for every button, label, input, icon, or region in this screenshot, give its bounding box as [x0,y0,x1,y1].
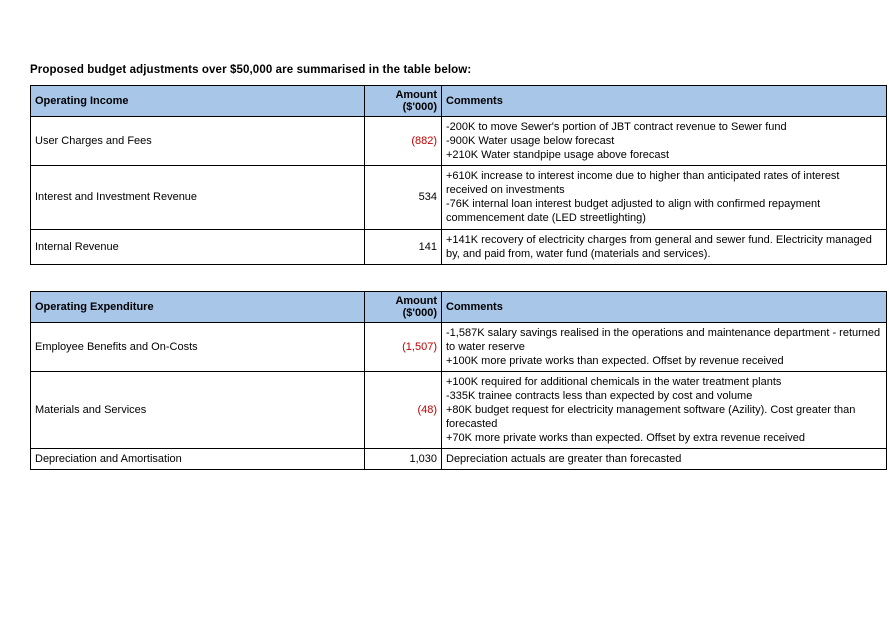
row-comments [442,371,887,448]
table-row [31,322,887,371]
comment-line: +100K more private works than expected. Offset by revenue received [446,354,784,367]
table-row [31,371,887,448]
comment-line: -900K Water usage below forecast [446,135,615,148]
comment-line: -76K internal loan interest budget adjusted to align with confirmed repayment commencement date (LED streetlighting) [446,198,821,225]
comment-line: +210K Water standpipe usage above forecast [446,149,670,162]
table-row [31,449,887,470]
row-comments [442,117,887,166]
row-label: Interest and Investment Revenue [31,166,365,229]
table-body [31,322,887,470]
row-label: Depreciation and Amortisation [31,449,365,470]
comment-line: +100K required for additional chemicals in the water treatment plants [446,375,782,388]
column-header-amount [365,86,442,117]
row-amount: (48) [365,371,442,448]
table-row [31,117,887,166]
amount-header-line1: Amount [395,89,437,101]
comment-line: +610K increase to interest income due to higher than anticipated rates of interest received on investments [446,170,840,197]
column-header-amount [365,291,442,322]
column-header-comments: Comments [442,86,887,117]
row-amount: (1,507) [365,322,442,371]
amount-header-line1: Amount [395,294,437,307]
column-header-category: Operating Expenditure [31,291,365,322]
row-amount: (882) [365,117,442,166]
comment-line: +80K budget request for electricity management software (Azility). Cost greater than forecasted [446,404,856,431]
comment-line: +141K recovery of electricity charges from general and sewer fund. Electricity managed by, and paid from, water fund (materials and services). [446,233,872,260]
operating-expenditure-table [30,291,887,471]
header-row [31,86,887,117]
row-amount: 141 [365,229,442,264]
table-row [31,229,887,264]
table-row [31,166,887,229]
table-spacer [30,265,859,291]
column-header-comments: Comments [442,291,887,322]
row-label: User Charges and Fees [31,117,365,166]
row-label: Materials and Services [31,371,365,448]
intro-paragraph: Proposed budget adjustments over $50,000 are summarised in the table below: [30,64,472,76]
comment-line: -1,587K salary savings realised in the operations and maintenance department - returned to water reserve [446,326,881,353]
comment-line: -335K trainee contracts less than expected by cost and volume [446,390,753,403]
amount-header-line2: ($'000) [402,101,437,113]
amount-header-line2: ($'000) [402,306,437,319]
row-comments [442,229,887,264]
comment-line: -200K to move Sewer's portion of JBT contract revenue to Sewer fund [446,121,787,133]
comment-line: +70K more private works than expected. Offset by extra revenue received [446,432,806,445]
operating-income-table [30,85,887,265]
row-label: Internal Revenue [31,229,365,264]
row-comments [442,322,887,371]
header-row [31,291,887,322]
row-amount: 534 [365,166,442,229]
table-header [31,291,887,322]
row-comments [442,166,887,229]
row-comments [442,449,887,470]
comment-line: Depreciation actuals are greater than forecasted [446,453,682,466]
column-header-category: Operating Income [31,86,365,117]
table-header [31,86,887,117]
row-label: Employee Benefits and On-Costs [31,322,365,371]
table-body [31,117,887,265]
row-amount: 1,030 [365,449,442,470]
